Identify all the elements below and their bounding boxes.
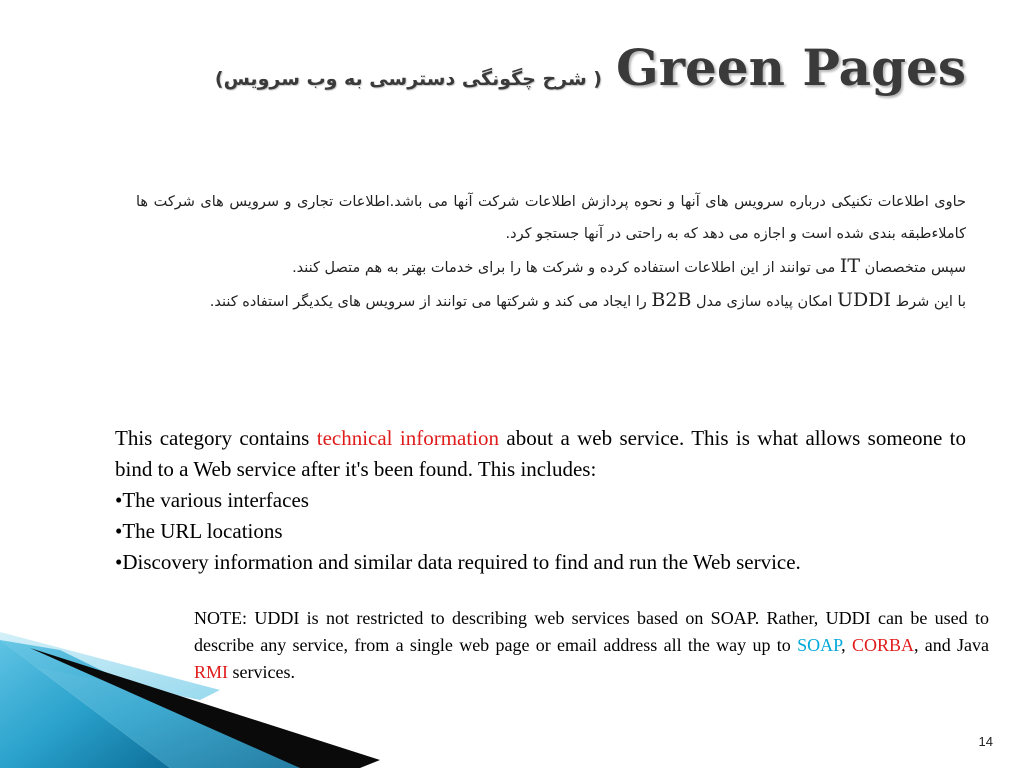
persian-p2-after: می توانند از این اطلاعات استفاده کرده و شرکت ها را برای خدمات بهتر به هم متصل کنند.	[292, 260, 836, 276]
note-text-c: services.	[232, 662, 295, 682]
note-text-a: NOTE: UDDI is not restricted to describing web services based on SOAP. Rather, UDDI can be used to describe any service, from a single web page or email address all the way up to	[194, 608, 989, 655]
english-description	[115, 423, 966, 578]
persian-p3-a: با این شرط	[895, 294, 966, 310]
note-soap: SOAP	[797, 635, 842, 655]
note-rmi: RMI	[194, 662, 229, 682]
title-heading: Green Pages	[616, 38, 966, 97]
persian-paragraph-2	[136, 250, 966, 284]
english-intro-a: This category contains	[115, 426, 310, 450]
english-intro	[115, 423, 966, 485]
persian-paragraph-1: حاوی اطلاعات تکنیکی درباره سرویس های آنها و نحوه پردازش اطلاعات شرکت آنها می باشد.اطلاعات تجاری و سرویس های شرکت ها کاملاءطبقه بندی شده است و اجازه می دهد که به راحتی در آنها جستجو کرد.	[136, 194, 966, 242]
persian-p2-before: سپس متخصصان	[864, 260, 966, 276]
note-corba: CORBA	[851, 635, 914, 655]
note-sep: ,	[841, 635, 846, 655]
bullet-item: •Discovery information and similar data required to find and run the Web service.	[115, 550, 801, 574]
page-number: 14	[978, 734, 993, 749]
persian-description	[136, 186, 966, 318]
persian-p2-it: IT	[839, 255, 861, 277]
note-block	[194, 605, 989, 686]
persian-paragraph-3	[136, 284, 966, 318]
note-text-b: , and Java	[913, 635, 990, 655]
persian-p3-b2b: B2B	[651, 289, 692, 311]
slide-title	[215, 38, 966, 97]
bullet-item: •The URL locations	[115, 519, 283, 543]
title-persian-subtitle: ( شرح چگونگی دسترسی به وب سرویس)	[214, 68, 602, 90]
highlight-technical-information: technical information	[316, 426, 500, 450]
persian-p3-uddi: UDDI	[837, 289, 892, 311]
persian-p3-b: امکان پیاده سازی مدل	[696, 294, 833, 310]
persian-p3-c: را ایجاد می کند و شرکتها می توانند از سرویس های یکدیگر استفاده کنند.	[209, 294, 647, 310]
bullet-item: •The various interfaces	[115, 488, 309, 512]
english-intro-b: about a web service. This is what allows someone to bind to a Web service after it's been found. This includes:	[115, 426, 967, 481]
